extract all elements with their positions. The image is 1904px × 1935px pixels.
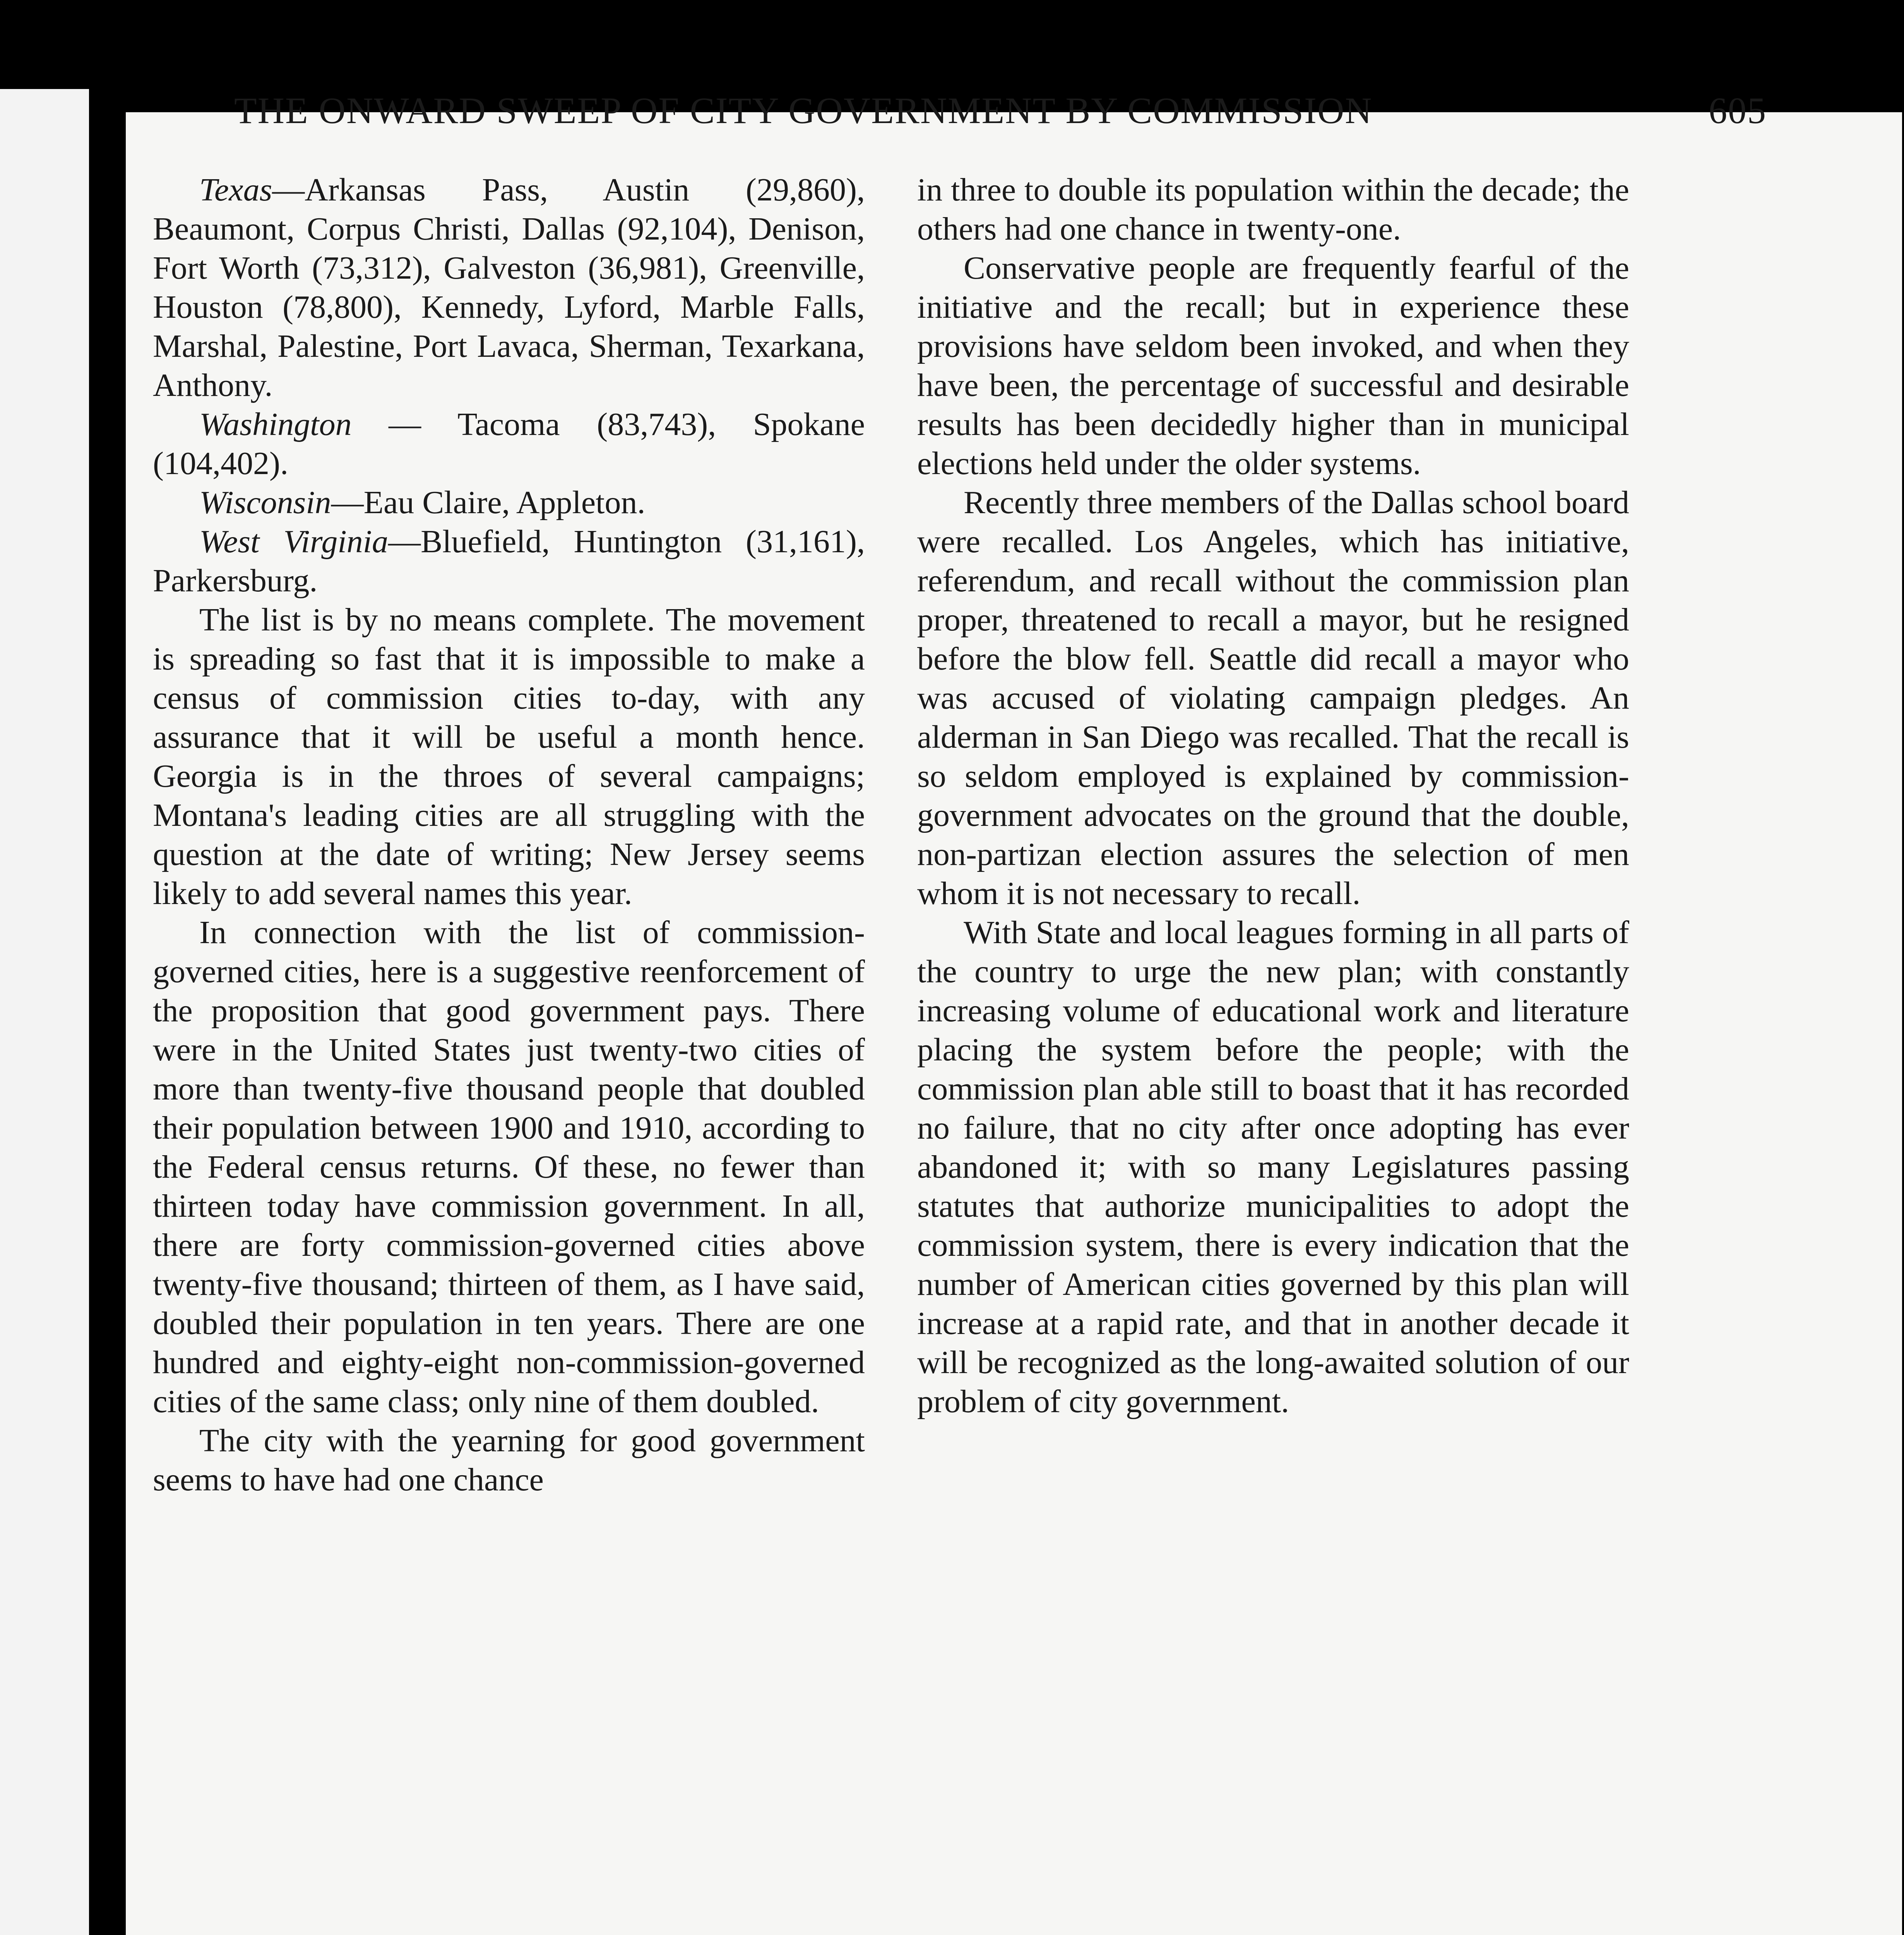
running-head (234, 89, 1767, 132)
body-paragraph: The list is by no means complete. The movement is spreading so fast that it is impossible to make a census of commission cities to-day, with any assurance that it will be useful a month hence. Georgia is in the throes of several campaigns; Montana's leading cities are all struggling with the question at the date of writing; New Jersey seems likely to add several names this year. (153, 602, 865, 911)
body-paragraph: in three to double its population within the decade; the others had one chance in twenty-one. (917, 172, 1629, 247)
body-paragraph: In connection with the list of commission-governed cities, here is a suggestive reenforcement of the proposition that good government pays. There were in the United States just twenty-two cities of more than twenty-five thousand people that doubled their population between 1900 and 1910, according to the Federal census returns. Of these, no fewer than thirteen today have commission government. In all, there are forty commission-governed cities above twenty-five thousand; thirteen of them, as I have said, doubled their population in ten years. There are one hundred and eighty-eight non-commission-governed cities of the same class; only nine of them doubled. (153, 914, 865, 1420)
state-name: West Virginia (199, 524, 389, 560)
state-name: Wisconsin (199, 485, 331, 521)
city-list: —Bluefield, Huntington (31,161), Parkersburg. (153, 524, 865, 599)
body-paragraph: The city with the yearning for good government seems to have had one chance (153, 1423, 865, 1498)
article-left-column (153, 170, 865, 1499)
city-list: — Tacoma (83,743), Spokane (104,402). (153, 406, 865, 481)
body-paragraph: Conservative people are frequently fearful of the initiative and the recall; but in experience these provisions have seldom been invoked, and when they have been, the percentage of successful and desirable results has been decidedly higher than in municipal elections held under the older systems. (917, 250, 1629, 481)
running-head-title: THE ONWARD SWEEP OF CITY GOVERNMENT BY COMMISSION (234, 90, 1373, 131)
city-list-entry (153, 522, 865, 600)
city-list: —Eau Claire, Appleton. (331, 485, 646, 521)
adjacent-page-edge (0, 89, 89, 1935)
state-name: Washington (199, 406, 352, 442)
city-list-entry (153, 405, 865, 483)
state-name: Texas (199, 172, 272, 208)
city-list-entry (153, 170, 865, 405)
page-gutter (89, 89, 126, 1935)
body-paragraph: With State and local leagues forming in all parts of the country to urge the new plan; with constantly increasing volume of educational work and literature placing the system before the people; with the commission plan able still to boast that it has recorded no failure, that no city after once adopting has ever abandoned it; with so many Legislatures passing statutes that authorize municipalities to adopt the commission system, there is every indication that the number of American cities governed by this plan will increase at a rapid rate, and that in another decade it will be recognized as the long-awaited solution of our problem of city government. (917, 914, 1629, 1420)
city-list: —Arkansas Pass, Austin (29,860), Beaumont, Corpus Christi, Dallas (92,104), Denison, Fort Worth (73,312), Galveston (36,981), Greenville, Houston (78,800), Kennedy, Lyford, Marble Falls, Marshal, Palestine, Port Lavaca, Sherman, Texarkana, Anthony. (153, 172, 865, 403)
page-number: 605 (1709, 90, 1767, 131)
body-paragraph: Recently three members of the Dallas school board were recalled. Los Angeles, which has initiative, referendum, and recall without the commission plan proper, threatened to recall a mayor, but he resigned before the blow fell. Seattle did recall a mayor who was accused of violating campaign pledges. An alderman in San Diego was recalled. That the recall is so seldom employed is explained by commission-government advocates on the ground that the double, non-partizan election assures the selection of men whom it is not necessary to recall. (917, 485, 1629, 911)
city-list-entry (153, 483, 865, 522)
article-right-column (917, 170, 1629, 1421)
